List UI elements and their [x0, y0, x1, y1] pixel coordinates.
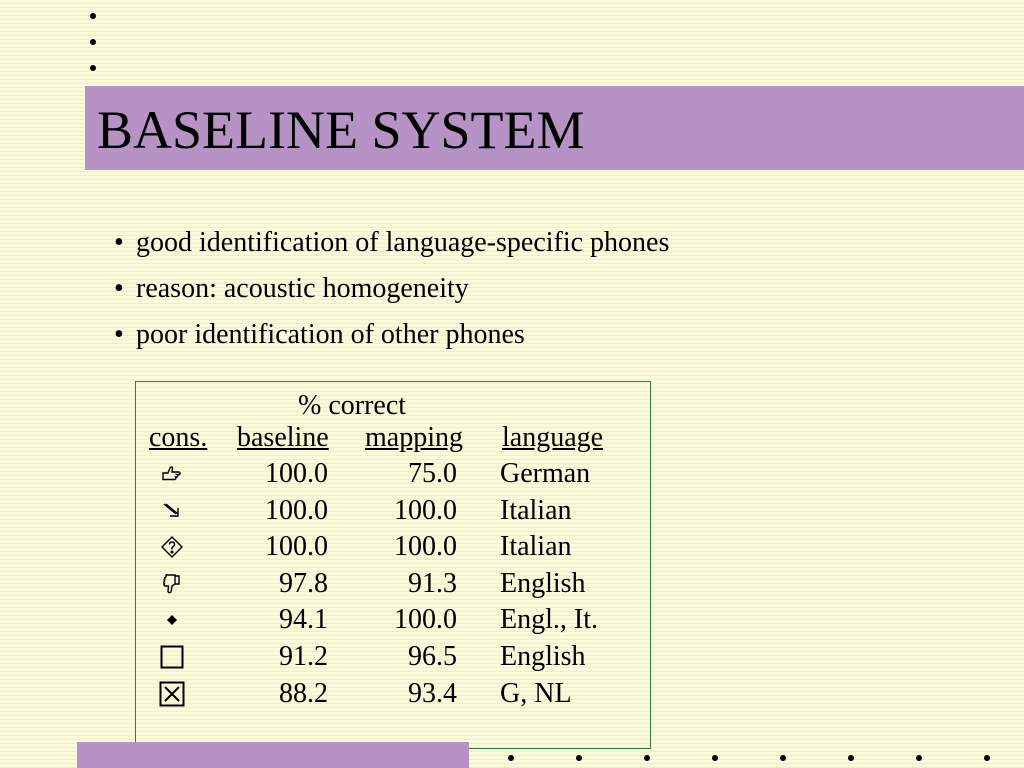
table-cell-baseline: 94.1 — [279, 604, 328, 635]
table-cell-mapping: 96.5 — [408, 641, 457, 672]
table-cell-mapping: 100.0 — [394, 495, 457, 526]
table-cell-language: G, NL — [500, 678, 572, 709]
small-diamond-glyph — [157, 604, 187, 636]
slide-title: BASELINE SYSTEM — [97, 100, 585, 160]
bullet-text: good identification of language-specific phones — [136, 227, 670, 258]
table-cell-mapping: 75.0 — [408, 458, 457, 489]
bullet-text: poor identification of other phones — [136, 319, 525, 350]
table-cell-baseline: 91.2 — [279, 641, 328, 672]
table-cell-language: Italian — [500, 531, 572, 562]
decorative-dot — [508, 755, 514, 761]
decorative-dot — [712, 755, 718, 761]
table-cell-language: English — [500, 641, 586, 672]
bullet-item — [114, 220, 669, 266]
bullet-marker: • — [114, 227, 124, 258]
results-table — [135, 381, 651, 749]
decorative-dot — [90, 39, 96, 45]
table-cell-mapping: 91.3 — [408, 568, 457, 599]
column-header-mapping: mapping — [365, 422, 463, 453]
bottom-accent-bar — [77, 742, 469, 768]
decorative-dot — [90, 13, 96, 19]
decorative-dot — [848, 755, 854, 761]
hand-thumbs-down-glyph — [157, 568, 187, 600]
decorative-dot — [984, 755, 990, 761]
bullet-item — [114, 266, 669, 312]
bullet-item — [114, 312, 669, 358]
table-cell-language: Engl., It. — [500, 604, 598, 635]
table-cell-language: English — [500, 568, 586, 599]
table-cell-mapping: 100.0 — [394, 531, 457, 562]
table-cell-baseline: 100.0 — [265, 495, 328, 526]
column-header-cons: cons. — [149, 422, 208, 453]
empty-square-glyph — [157, 641, 187, 673]
table-cell-mapping: 100.0 — [394, 604, 457, 635]
column-header-baseline: baseline — [237, 422, 329, 453]
table-cell-language: Italian — [500, 495, 572, 526]
table-cell-mapping: 93.4 — [408, 678, 457, 709]
bullet-text: reason: acoustic homogeneity — [136, 273, 469, 304]
table-cell-baseline: 100.0 — [265, 531, 328, 562]
title-bar — [85, 86, 1024, 170]
diamond-question-glyph — [157, 531, 187, 563]
table-cell-baseline: 88.2 — [279, 678, 328, 709]
table-cell-baseline: 100.0 — [265, 458, 328, 489]
decorative-dot — [90, 65, 96, 71]
column-header-language: language — [502, 422, 604, 453]
bullet-marker: • — [114, 273, 124, 304]
decorative-dot — [576, 755, 582, 761]
crossed-square-glyph — [157, 678, 187, 710]
hand-pointing-right-glyph — [157, 458, 187, 490]
decorative-dot — [780, 755, 786, 761]
table-group-header: % correct — [298, 390, 407, 421]
decorative-dot — [916, 755, 922, 761]
diagonal-arrow-glyph — [157, 495, 187, 527]
bullet-marker: • — [114, 319, 124, 350]
bullet-list — [114, 220, 669, 358]
decorative-dot — [644, 755, 650, 761]
table-cell-language: German — [500, 458, 591, 489]
table-cell-baseline: 97.8 — [279, 568, 328, 599]
